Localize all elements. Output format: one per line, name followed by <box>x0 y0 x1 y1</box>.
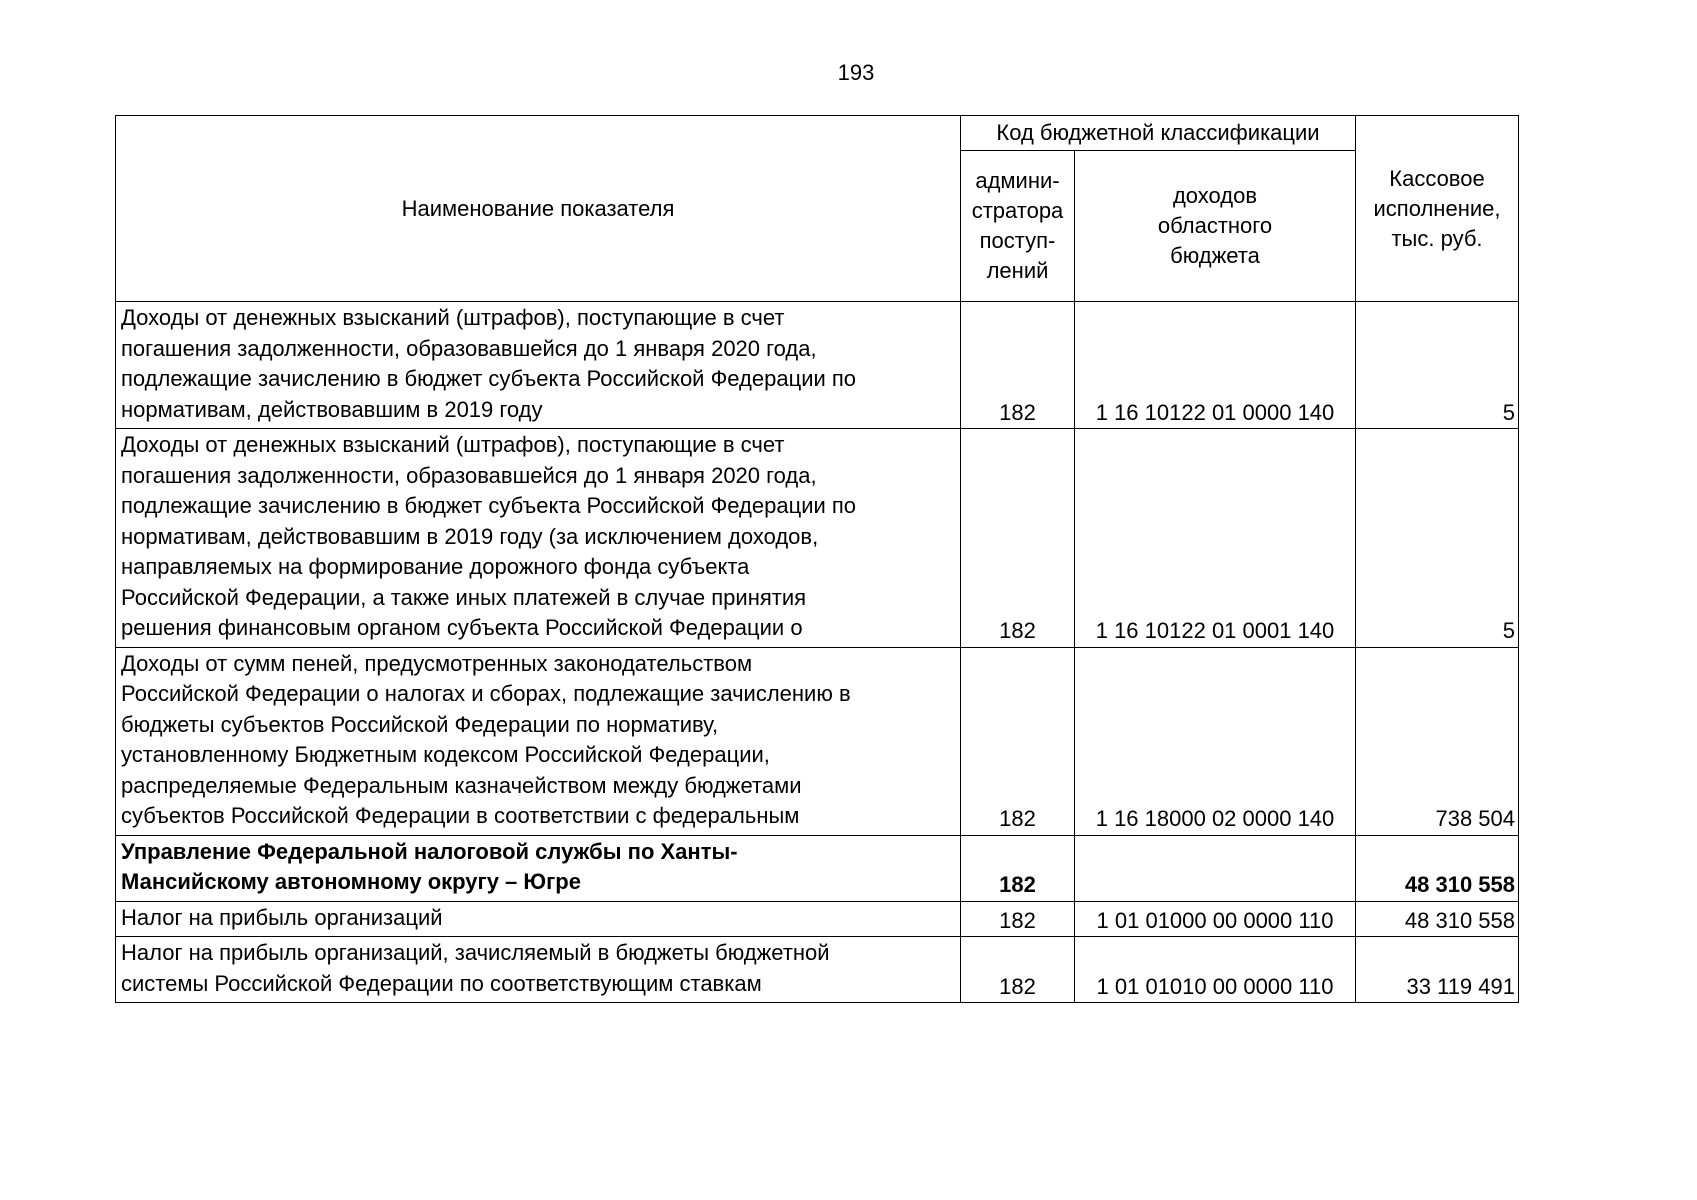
kbk-code-cell: 1 16 10122 01 0000 140 <box>1075 302 1356 429</box>
header-sum-line: тыс. руб. <box>1391 225 1483 251</box>
indicator-name-line: нормативам, действовавшим в 2019 году <box>121 396 543 422</box>
header-sum-line: исполнение, <box>1373 195 1501 221</box>
admin-code-cell: 182 <box>961 429 1075 648</box>
table-row <box>116 937 1519 1003</box>
indicator-name-line: подлежащие зачислению в бюджет субъекта Российской Федерации по <box>121 493 857 518</box>
kbk-code-cell: 1 01 01000 00 0000 110 <box>1075 901 1356 937</box>
header-name: Наименование показателя <box>116 116 961 302</box>
indicator-name-cell <box>116 901 961 937</box>
indicator-name-line: системы Российской Федерации по соответствующим ставкам <box>121 970 762 996</box>
header-budget <box>1075 151 1356 302</box>
indicator-name-line: Российской Федерации, а также иных платежей в случае принятия <box>121 584 807 610</box>
table-row <box>116 647 1519 835</box>
indicator-name-line: субъектов Российской Федерации в соответствии с федеральным <box>121 803 800 828</box>
header-budget-line: областного <box>1157 213 1273 238</box>
kbk-code-cell: 1 16 10122 01 0001 140 <box>1075 429 1356 648</box>
table-row <box>116 835 1519 901</box>
kbk-code-cell: 1 16 18000 02 0000 140 <box>1075 647 1356 835</box>
indicator-name-line: Налог на прибыль организаций, зачисляемый в бюджеты бюджетной <box>121 940 830 965</box>
indicator-name-cell <box>116 302 961 429</box>
table-header <box>116 116 1519 302</box>
cash-execution-cell: 5 <box>1356 302 1519 429</box>
indicator-name-line: установленному Бюджетным кодексом Российской Федерации, <box>121 742 770 767</box>
cash-execution-cell: 48 310 558 <box>1356 901 1519 937</box>
indicator-name-cell <box>116 647 961 835</box>
admin-code-cell: 182 <box>961 835 1075 901</box>
cash-execution-cell: 738 504 <box>1356 647 1519 835</box>
indicator-name-line: погашения задолженности, образовавшейся до 1 января 2020 года, <box>121 335 817 361</box>
page-number: 193 <box>837 60 875 85</box>
indicator-name-line: направляемых на формирование дорожного фонда субъекта <box>121 554 750 579</box>
table-row <box>116 901 1519 937</box>
indicator-name-line: Управление Федеральной налоговой службы по Ханты- <box>121 838 738 864</box>
indicator-name-cell <box>116 429 961 648</box>
cash-execution-cell: 33 119 491 <box>1356 937 1519 1003</box>
indicator-name-line: погашения задолженности, образовавшейся до 1 января 2020 года, <box>121 462 817 488</box>
admin-code-cell: 182 <box>961 901 1075 937</box>
header-admin-line: стратора <box>971 198 1064 223</box>
header-admin-line: лений <box>986 258 1049 283</box>
kbk-code-cell: 1 01 01010 00 0000 110 <box>1075 937 1356 1003</box>
indicator-name-line: Доходы от денежных взысканий (штрафов), поступающие в счет <box>121 305 785 330</box>
indicator-name-line: Российской Федерации о налогах и сборах, подлежащие зачислению в <box>121 681 851 706</box>
indicator-name-line: Доходы от денежных взысканий (штрафов), поступающие в счет <box>121 432 785 457</box>
header-admin-line: поступ- <box>979 228 1056 253</box>
indicator-name-cell <box>116 835 961 901</box>
indicator-name-line: распределяемые Федеральным казначейством между бюджетами <box>121 772 802 798</box>
table-row <box>116 302 1519 429</box>
indicator-name-line: подлежащие зачислению в бюджет субъекта Российской Федерации по <box>121 366 857 391</box>
admin-code-cell: 182 <box>961 937 1075 1003</box>
header-sum <box>1356 116 1519 302</box>
header-kbk-group: Код бюджетной классификации <box>961 116 1356 151</box>
indicator-name-cell <box>116 937 961 1003</box>
indicator-name-line: Мансийскому автономному округу – Югре <box>121 869 581 894</box>
revenue-table <box>115 115 1519 1003</box>
admin-code-cell: 182 <box>961 302 1075 429</box>
indicator-name-line: решения финансовым органом субъекта Российской Федерации о <box>121 615 803 640</box>
header-budget-line: доходов <box>1172 183 1258 208</box>
header-admin <box>961 151 1075 302</box>
header-admin-line: админи- <box>975 168 1060 193</box>
kbk-code-cell <box>1075 835 1356 901</box>
header-budget-line: бюджета <box>1170 243 1260 268</box>
indicator-name-line: бюджеты субъектов Российской Федерации по нормативу, <box>121 711 719 737</box>
indicator-name-line: нормативам, действовавшим в 2019 году (за исключением доходов, <box>121 523 819 549</box>
cash-execution-cell: 5 <box>1356 429 1519 648</box>
table-row <box>116 429 1519 648</box>
indicator-name-line: Налог на прибыль организаций <box>121 904 443 930</box>
table-body <box>116 302 1519 1003</box>
header-sum-line: Кассовое <box>1389 165 1485 191</box>
cash-execution-cell: 48 310 558 <box>1356 835 1519 901</box>
indicator-name-line: Доходы от сумм пеней, предусмотренных законодательством <box>121 650 753 676</box>
admin-code-cell: 182 <box>961 647 1075 835</box>
